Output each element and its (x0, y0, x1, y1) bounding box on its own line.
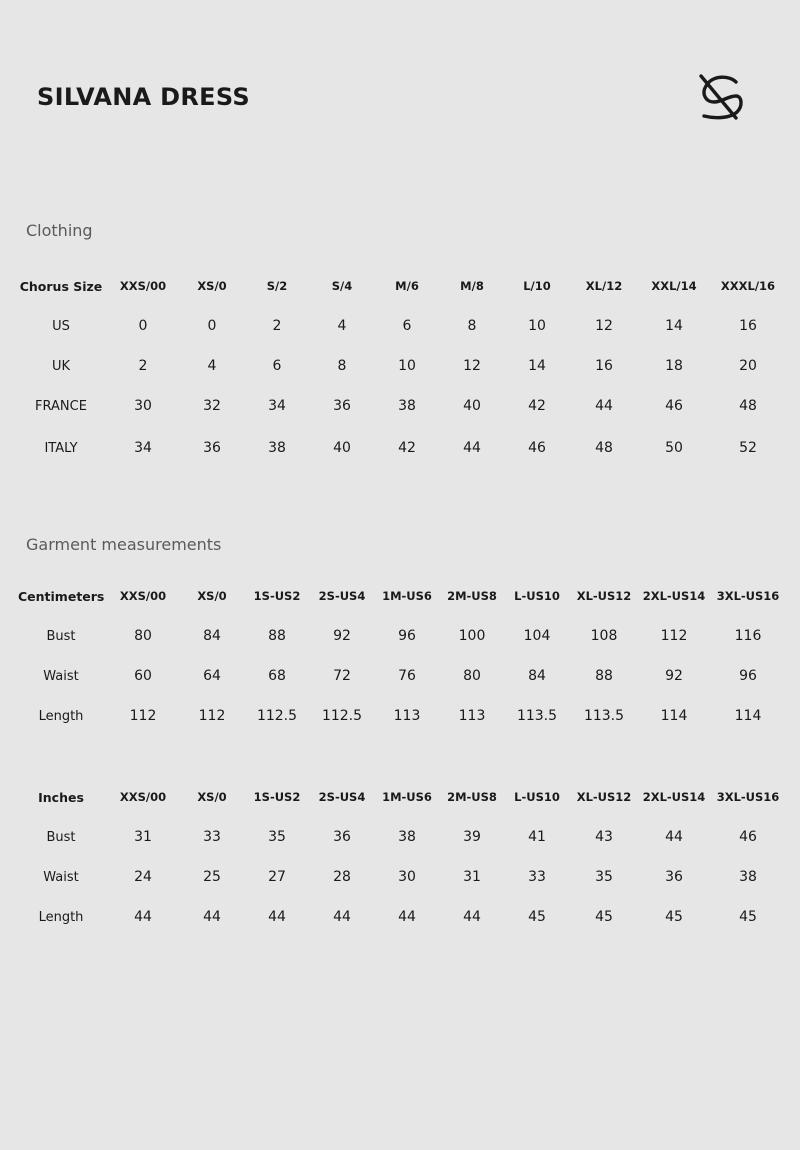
table-cell: 18 (665, 358, 683, 374)
table-cell: 42 (398, 440, 416, 456)
table-cell: 45 (739, 909, 757, 925)
table-cell: 114 (734, 708, 762, 724)
column-header: 2S-US4 (318, 589, 366, 603)
table-cell: 40 (333, 440, 351, 456)
column-header: Chorus Size (19, 278, 103, 294)
table-cell: 96 (398, 628, 416, 644)
column-header: XXXL/16 (720, 279, 776, 293)
table-cell: 42 (528, 398, 546, 414)
row-label: Bust (46, 628, 76, 644)
column-header: 2XL-US14 (642, 790, 706, 804)
table-row (18, 426, 784, 470)
column-header: XXS/00 (119, 279, 167, 293)
table-cell: 100 (458, 628, 486, 644)
table-cell: 60 (134, 668, 152, 684)
table-cell: 44 (134, 909, 152, 925)
table-cell: 24 (134, 869, 152, 885)
column-header: 1M-US6 (382, 790, 432, 804)
table-cell: 34 (268, 398, 286, 414)
column-header: 1M-US6 (382, 589, 432, 603)
clothing-section-title: Clothing (26, 221, 93, 240)
table-cell: 33 (203, 829, 221, 845)
table-cell: 38 (268, 440, 286, 456)
table-cell: 0 (138, 318, 148, 334)
column-header: 2XL-US14 (642, 589, 706, 603)
table-cell: 48 (739, 398, 757, 414)
row-label: ITALY (44, 440, 78, 456)
table-cell: 30 (398, 869, 416, 885)
table-cell: 41 (528, 829, 546, 845)
table-cell: 112 (129, 708, 157, 724)
table-cell: 72 (333, 668, 351, 684)
table-cell: 14 (528, 358, 546, 374)
table-cell: 4 (337, 318, 347, 334)
table-cell: 14 (665, 318, 683, 334)
table-cell: 43 (595, 829, 613, 845)
table-cell: 80 (463, 668, 481, 684)
table-cell: 31 (134, 829, 152, 845)
table-cell: 27 (268, 869, 286, 885)
table-cell: 92 (333, 628, 351, 644)
table-cell: 6 (272, 358, 282, 374)
column-header: 1S-US2 (253, 790, 301, 804)
column-header: XXS/00 (119, 589, 167, 603)
table-cell: 36 (333, 829, 351, 845)
column-header: XXS/00 (119, 790, 167, 804)
table-cell: 45 (528, 909, 546, 925)
column-header: L/10 (523, 279, 551, 293)
brand-logo (696, 72, 744, 124)
row-label: US (52, 318, 70, 334)
table-cell: 36 (665, 869, 683, 885)
column-header: XL/12 (585, 279, 623, 293)
column-header: S/2 (266, 279, 288, 293)
clothing-size-table (18, 266, 784, 470)
table-cell: 45 (665, 909, 683, 925)
column-header: 2M-US8 (447, 790, 497, 804)
table-cell: 2 (138, 358, 148, 374)
row-label: Bust (46, 829, 76, 845)
table-row (18, 696, 784, 736)
page-title: SILVANA DRESS (37, 83, 250, 111)
column-header: XS/0 (197, 279, 227, 293)
table-row (18, 656, 784, 696)
table-cell: 6 (402, 318, 412, 334)
column-header: 2M-US8 (447, 589, 497, 603)
column-header: 1S-US2 (253, 589, 301, 603)
table-cell: 84 (528, 668, 546, 684)
table-cell: 38 (398, 398, 416, 414)
column-header: XS/0 (197, 589, 227, 603)
table-cell: 44 (203, 909, 221, 925)
table-row (18, 616, 784, 656)
table-cell: 31 (463, 869, 481, 885)
table-row (18, 346, 784, 386)
column-header: XXL/14 (651, 279, 697, 293)
table-cell: 12 (595, 318, 613, 334)
table-cell: 45 (595, 909, 613, 925)
table-cell: 113 (458, 708, 486, 724)
row-label: Waist (43, 668, 79, 684)
table-cell: 16 (739, 318, 757, 334)
column-header: L-US10 (514, 589, 560, 603)
table-cell: 34 (134, 440, 152, 456)
table-cell: 32 (203, 398, 221, 414)
table-cell: 112.5 (321, 708, 363, 724)
table-cell: 44 (333, 909, 351, 925)
table-cell: 33 (528, 869, 546, 885)
table-cell: 0 (207, 318, 217, 334)
table-cell: 88 (268, 628, 286, 644)
table-row (18, 306, 784, 346)
row-label: Length (38, 708, 84, 724)
column-header: M/6 (395, 279, 419, 293)
table-cell: 35 (268, 829, 286, 845)
table-cell: 108 (590, 628, 618, 644)
column-header: S/4 (331, 279, 353, 293)
table-cell: 50 (665, 440, 683, 456)
table-cell: 16 (595, 358, 613, 374)
table-header-row (18, 576, 784, 616)
table-cell: 10 (398, 358, 416, 374)
garment-section-title: Garment measurements (26, 535, 222, 554)
column-header: L-US10 (514, 790, 560, 804)
table-header-row (18, 777, 784, 817)
table-cell: 46 (665, 398, 683, 414)
table-cell: 104 (523, 628, 551, 644)
table-cell: 8 (467, 318, 477, 334)
table-header-row (18, 266, 784, 306)
table-cell: 44 (463, 909, 481, 925)
table-cell: 112 (660, 628, 688, 644)
table-cell: 36 (203, 440, 221, 456)
table-cell: 38 (739, 869, 757, 885)
table-cell: 114 (660, 708, 688, 724)
table-cell: 12 (463, 358, 481, 374)
table-cell: 46 (739, 829, 757, 845)
row-label: Waist (43, 869, 79, 885)
row-label: UK (51, 358, 71, 374)
table-cell: 84 (203, 628, 221, 644)
column-header: XL-US12 (576, 790, 632, 804)
table-cell: 44 (463, 440, 481, 456)
table-cell: 44 (268, 909, 286, 925)
table-cell: 80 (134, 628, 152, 644)
garment-inches-table (18, 777, 784, 937)
table-cell: 44 (398, 909, 416, 925)
table-cell: 64 (203, 668, 221, 684)
table-cell: 112.5 (256, 708, 298, 724)
column-header: M/8 (460, 279, 484, 293)
table-cell: 52 (739, 440, 757, 456)
row-label: FRANCE (35, 398, 87, 414)
column-header: XL-US12 (576, 589, 632, 603)
column-header: Centimeters (18, 588, 105, 604)
table-cell: 36 (333, 398, 351, 414)
table-cell: 48 (595, 440, 613, 456)
table-cell: 35 (595, 869, 613, 885)
table-cell: 112 (198, 708, 226, 724)
table-cell: 2 (272, 318, 282, 334)
table-cell: 113 (393, 708, 421, 724)
table-cell: 88 (595, 668, 613, 684)
table-cell: 116 (734, 628, 762, 644)
table-cell: 39 (463, 829, 481, 845)
column-header: XS/0 (197, 790, 227, 804)
table-cell: 8 (337, 358, 347, 374)
table-cell: 44 (595, 398, 613, 414)
table-cell: 113.5 (516, 708, 558, 724)
table-cell: 44 (665, 829, 683, 845)
row-label: Length (38, 909, 84, 925)
table-row (18, 897, 784, 937)
table-cell: 4 (207, 358, 217, 374)
column-header: 2S-US4 (318, 790, 366, 804)
table-cell: 30 (134, 398, 152, 414)
table-row (18, 386, 784, 426)
table-cell: 68 (268, 668, 286, 684)
table-cell: 40 (463, 398, 481, 414)
garment-cm-table (18, 576, 784, 736)
table-cell: 38 (398, 829, 416, 845)
table-cell: 25 (203, 869, 221, 885)
column-header: Inches (38, 789, 84, 805)
table-cell: 28 (333, 869, 351, 885)
table-cell: 96 (739, 668, 757, 684)
table-cell: 10 (528, 318, 546, 334)
table-cell: 46 (528, 440, 546, 456)
table-cell: 113.5 (583, 708, 625, 724)
table-row (18, 817, 784, 857)
column-header: 3XL-US16 (716, 589, 780, 603)
table-cell: 92 (665, 668, 683, 684)
column-header: 3XL-US16 (716, 790, 780, 804)
table-cell: 76 (398, 668, 416, 684)
table-row (18, 857, 784, 897)
table-cell: 20 (739, 358, 757, 374)
